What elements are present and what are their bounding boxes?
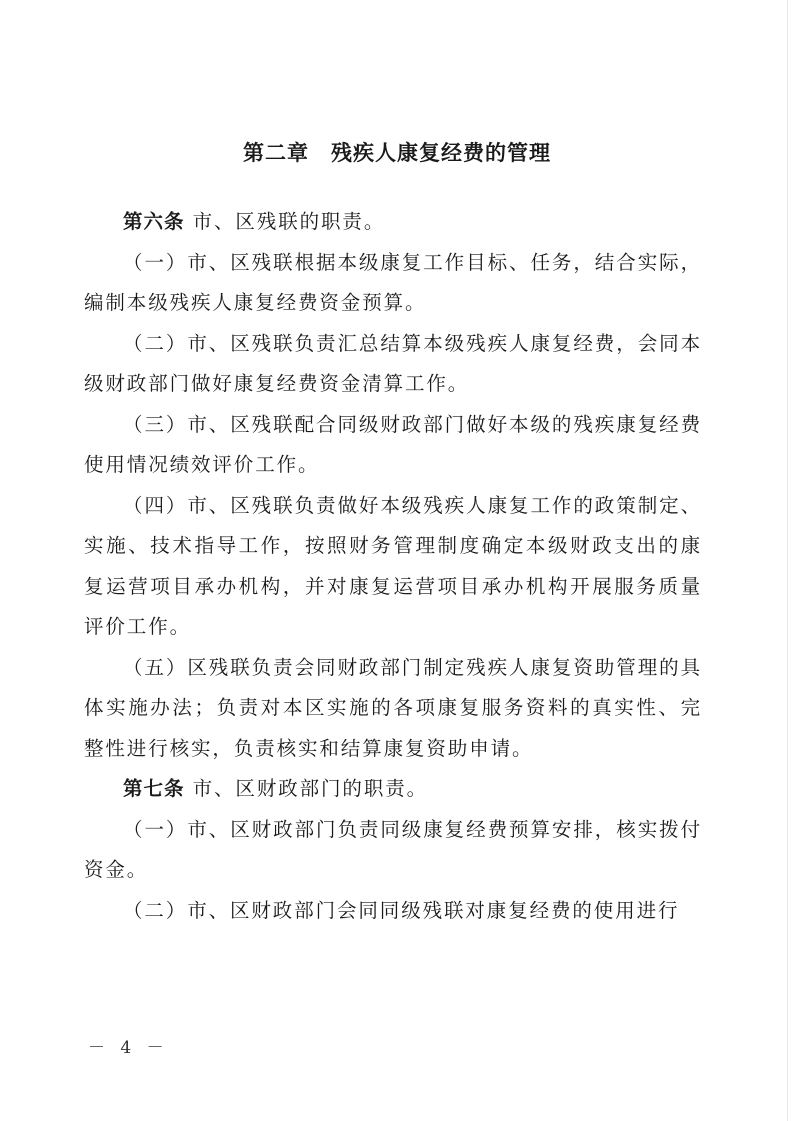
article-7-intro: 市、区财政部门的职责。 (192, 777, 429, 800)
article-6-item-1: （一）市、区残联根据本级康复工作目标、任务，结合实际，编制本级残疾人康复经费资金预算。 (84, 250, 702, 314)
article-6-intro: 市、区残联的职责。 (192, 210, 386, 233)
article-6-label: 第六条 (123, 210, 185, 233)
page-number: － 4 － (88, 1038, 169, 1058)
article-7-item-1: （一）市、区财政部门负责同级康复经费预算安排，核实拨付资金。 (84, 817, 702, 881)
document-body (84, 202, 702, 931)
article-7-item-2: （二）市、区财政部门会同同级残联对康复经费的使用进行 (123, 898, 680, 922)
article-6-heading (84, 202, 702, 243)
chapter-heading-text: 残疾人康复经费的管理 (331, 141, 551, 165)
chapter-number: 第二章 (243, 141, 309, 165)
article-6-item-3: （三）市、区残联配合同级财政部门做好本级的残疾康复经费使用情况绩效评价工作。 (84, 412, 702, 476)
article-6-item-2: （二）市、区残联负责汇总结算本级残疾人康复经费，会同本级财政部门做好康复经费资金清算工作。 (84, 331, 702, 395)
scan-edge-line (787, 0, 788, 1121)
chapter-title (0, 137, 794, 167)
article-7-heading (84, 769, 702, 810)
article-6-item-4: （四）市、区残联负责做好本级残疾人康复工作的政策制定、实施、技术指导工作，按照财务管理制度确定本级财政支出的康复运营项目承办机构，并对康复运营项目承办机构开展服务质量评价工作。 (84, 493, 702, 638)
article-7-label: 第七条 (123, 777, 185, 800)
article-6-item-5: （五）区残联负责会同财政部门制定残疾人康复资助管理的具体实施办法；负责对本区实施的各项康复服务资料的真实性、完整性进行核实，负责核实和结算康复资助申请。 (84, 655, 702, 760)
